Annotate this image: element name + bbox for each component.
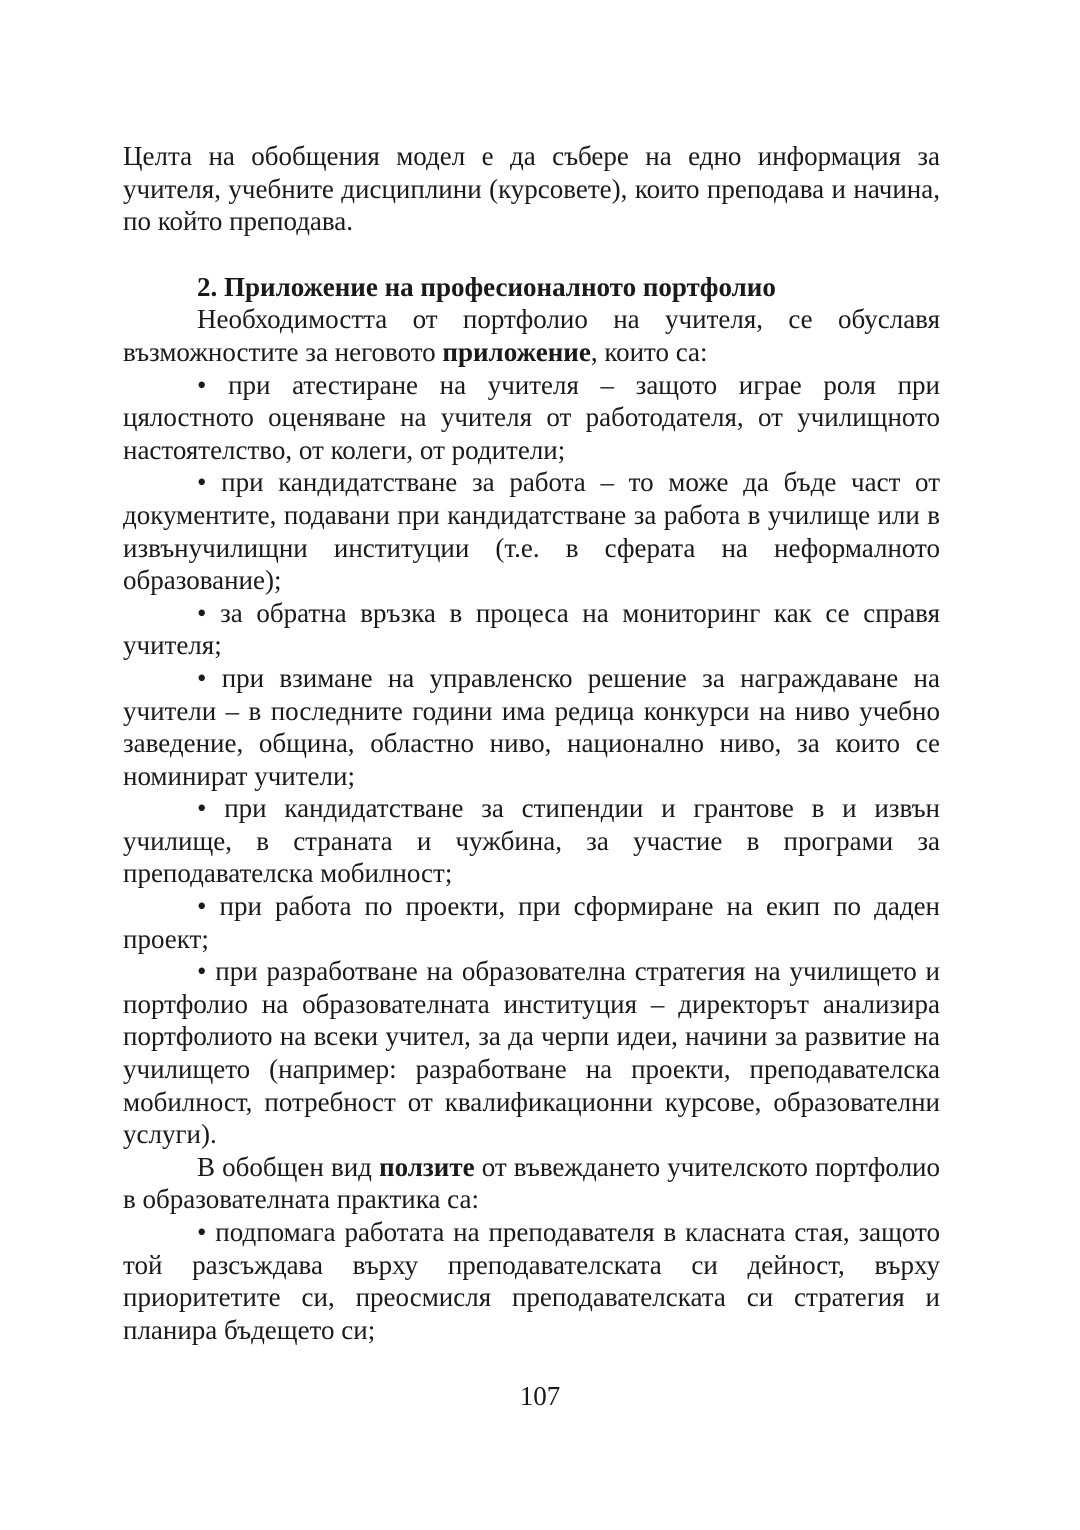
lead-text-start: Необходимостта от портфолио на учителя, се обуславя възможностите за неговото — [123, 304, 940, 367]
lead-paragraph — [123, 303, 940, 368]
lead-bold-term: приложение — [442, 336, 591, 367]
bullet-item: • при кандидатстване за работа – то може да бъде част от документите, подавани при кандидатстване за работа в училище или в извънучилищни институции (т.е. в сферата на неформалното образование); — [123, 467, 940, 596]
bullet-item: • подпомага работата на преподавателя в класната стая, защото той разсъждава върху преподавателската си дейност, върху приоритетите си, преосмисля преподавателската си стратегия и планира бъдещето си; — [123, 1217, 940, 1345]
benefits-bold-term: ползите — [379, 1151, 475, 1182]
lead-text-end: , които са: — [590, 336, 708, 367]
bullet-item: • за обратна връзка в процеса на мониторинг как се справя учителя; — [123, 597, 940, 661]
bullet-item: • при работа по проекти, при сформиране на екип по даден проект; — [123, 891, 940, 954]
bullet-item: • при атестиране на учителя – защото играе роля при цялостното оценяване на учителя от работодателя, от училищното настоятелство, от колеги, от родители; — [123, 369, 940, 465]
benefits-paragraph — [123, 1151, 940, 1216]
intro-paragraph: Целта на обобщения модел е да събере на едно информация за учителя, учебните дисциплини (курсовете), които преподава и начина, по който преподава. — [123, 141, 940, 237]
page-number: 107 — [519, 1381, 561, 1411]
benefits-text-start: В обобщен вид — [197, 1151, 380, 1182]
bullet-item: • при разработване на образователна стратегия на училището и портфолио на образователната институция – директорът анализира портфолиото на всеки учител, за да черпи идеи, начини за развитие на училището (например: разработване на проекти, преподавателска мобилност, потребност от квалификационни курсове, образователни услуги). — [123, 956, 940, 1150]
benefits-text-end: от въвеждането учителското портфолио в образователната практика са: — [123, 1151, 940, 1215]
bullet-item: • при кандидатстване за стипендии и грантове в и извън училище, в страната и чужбина, за участие в програми за преподавателска мобилност; — [123, 793, 940, 889]
page-body — [123, 140, 940, 1346]
section-heading: 2. Приложение на професионалното портфолио — [197, 271, 776, 302]
bullet-item: • при взимане на управленско решение за награждаване на учители – в последните години има редица конкурси на ниво учебно заведение, община, областно ниво, национално ниво, за които се номинират учители; — [123, 662, 940, 791]
